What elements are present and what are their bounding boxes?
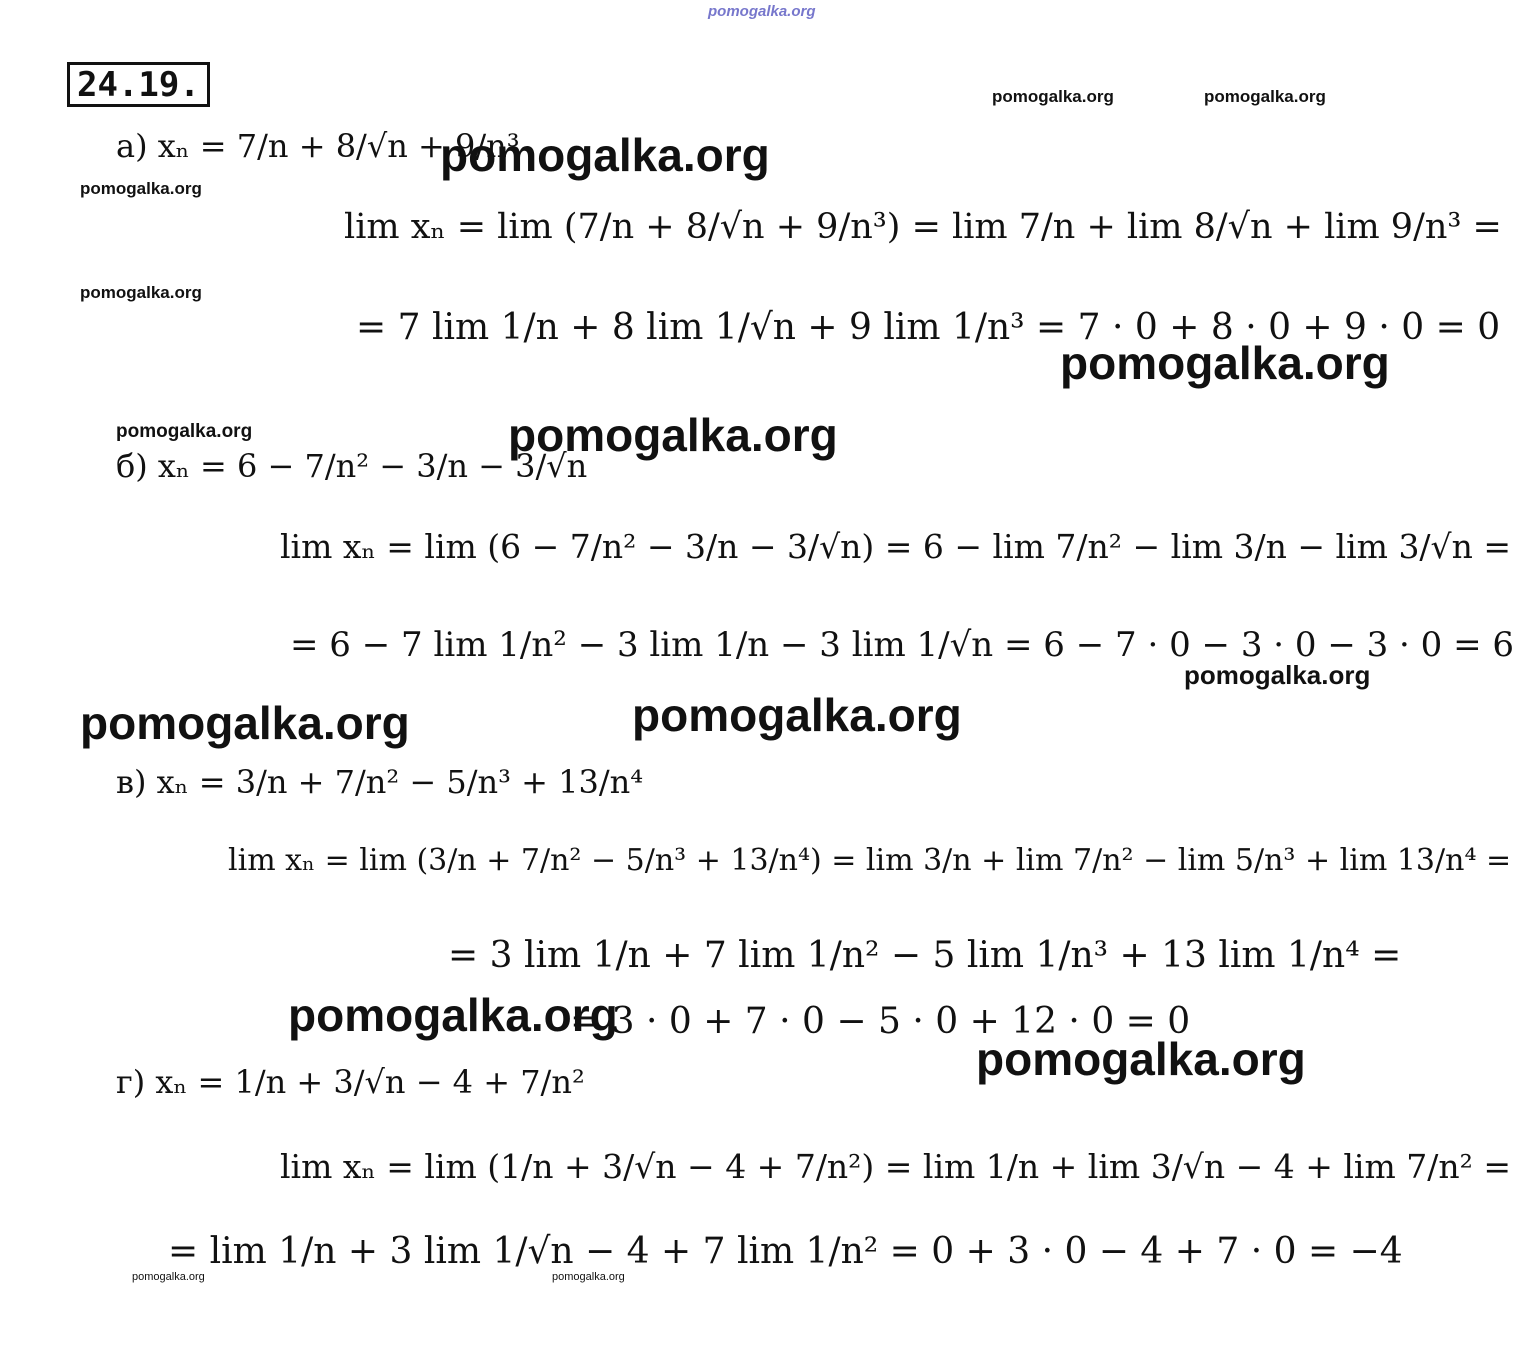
part-c-line-1: lim xₙ = lim (3/n + 7/n² − 5/n³ + 13/n⁴) = lim 3/n + lim 7/n² − lim 5/n³ + lim 13/n⁴ = [228, 843, 1512, 878]
part-c-line-3: = 3 · 0 + 7 · 0 − 5 · 0 + 12 · 0 = 0 [570, 1001, 1191, 1042]
problem-number: 24.19. [67, 62, 210, 107]
watermark-large: pomogalka.org [632, 689, 962, 741]
part-d-label: г) [116, 1063, 146, 1101]
watermark-large: pomogalka.org [508, 409, 838, 461]
part-b-label: б) [116, 447, 148, 485]
part-c [116, 763, 644, 801]
part-b-line-2: = 6 − 7 lim 1/n² − 3 lim 1/n − 3 lim 1/√n = 6 − 7 · 0 − 3 · 0 − 3 · 0 = 6 [290, 625, 1515, 665]
part-a [116, 127, 520, 165]
part-d [116, 1063, 585, 1101]
part-a-statement: xₙ = 7/n + 8/√n + 9/n³ [157, 127, 520, 165]
part-c-label: в) [116, 763, 147, 801]
watermark-top: pomogalka.org [708, 3, 816, 20]
watermark-large: pomogalka.org [80, 697, 410, 749]
part-d-line-2: = lim 1/n + 3 lim 1/√n − 4 + 7 lim 1/n² = 0 + 3 · 0 − 4 + 7 · 0 = −4 [168, 1231, 1403, 1272]
watermark: pomogalka.org [80, 283, 202, 302]
watermark: pomogalka.org [992, 87, 1114, 106]
watermark: pomogalka.org [80, 179, 202, 198]
part-c-statement: xₙ = 3/n + 7/n² − 5/n³ + 13/n⁴ [156, 763, 644, 801]
part-b [116, 447, 588, 485]
part-c-line-2: = 3 lim 1/n + 7 lim 1/n² − 5 lim 1/n³ + 13 lim 1/n⁴ = [448, 935, 1402, 976]
watermark-large: pomogalka.org [1060, 337, 1390, 389]
watermark-large: pomogalka.org [976, 1033, 1306, 1085]
watermark-large: pomogalka.org [288, 989, 618, 1041]
watermark: pomogalka.org [552, 1271, 625, 1283]
watermark: pomogalka.org [1184, 660, 1371, 690]
watermark-large: pomogalka.org [440, 129, 770, 181]
part-b-line-1: lim xₙ = lim (6 − 7/n² − 3/n − 3/√n) = 6 − lim 7/n² − lim 3/n − lim 3/√n = [280, 527, 1511, 566]
part-a-line-2: = 7 lim 1/n + 8 lim 1/√n + 9 lim 1/n³ = 7 · 0 + 8 · 0 + 9 · 0 = 0 [356, 307, 1501, 348]
watermark: pomogalka.org [1204, 87, 1326, 106]
part-a-line-1: lim xₙ = lim (7/n + 8/√n + 9/n³) = lim 7/n + lim 8/√n + lim 9/n³ = [344, 207, 1502, 247]
watermark: pomogalka.org [116, 421, 253, 442]
part-b-statement: xₙ = 6 − 7/n² − 3/n − 3/√n [157, 447, 588, 485]
part-d-line-1: lim xₙ = lim (1/n + 3/√n − 4 + 7/n²) = lim 1/n + lim 3/√n − 4 + lim 7/n² = [280, 1147, 1511, 1186]
watermark: pomogalka.org [132, 1271, 205, 1283]
part-a-label: а) [116, 127, 148, 165]
part-d-statement: xₙ = 1/n + 3/√n − 4 + 7/n² [155, 1063, 585, 1101]
